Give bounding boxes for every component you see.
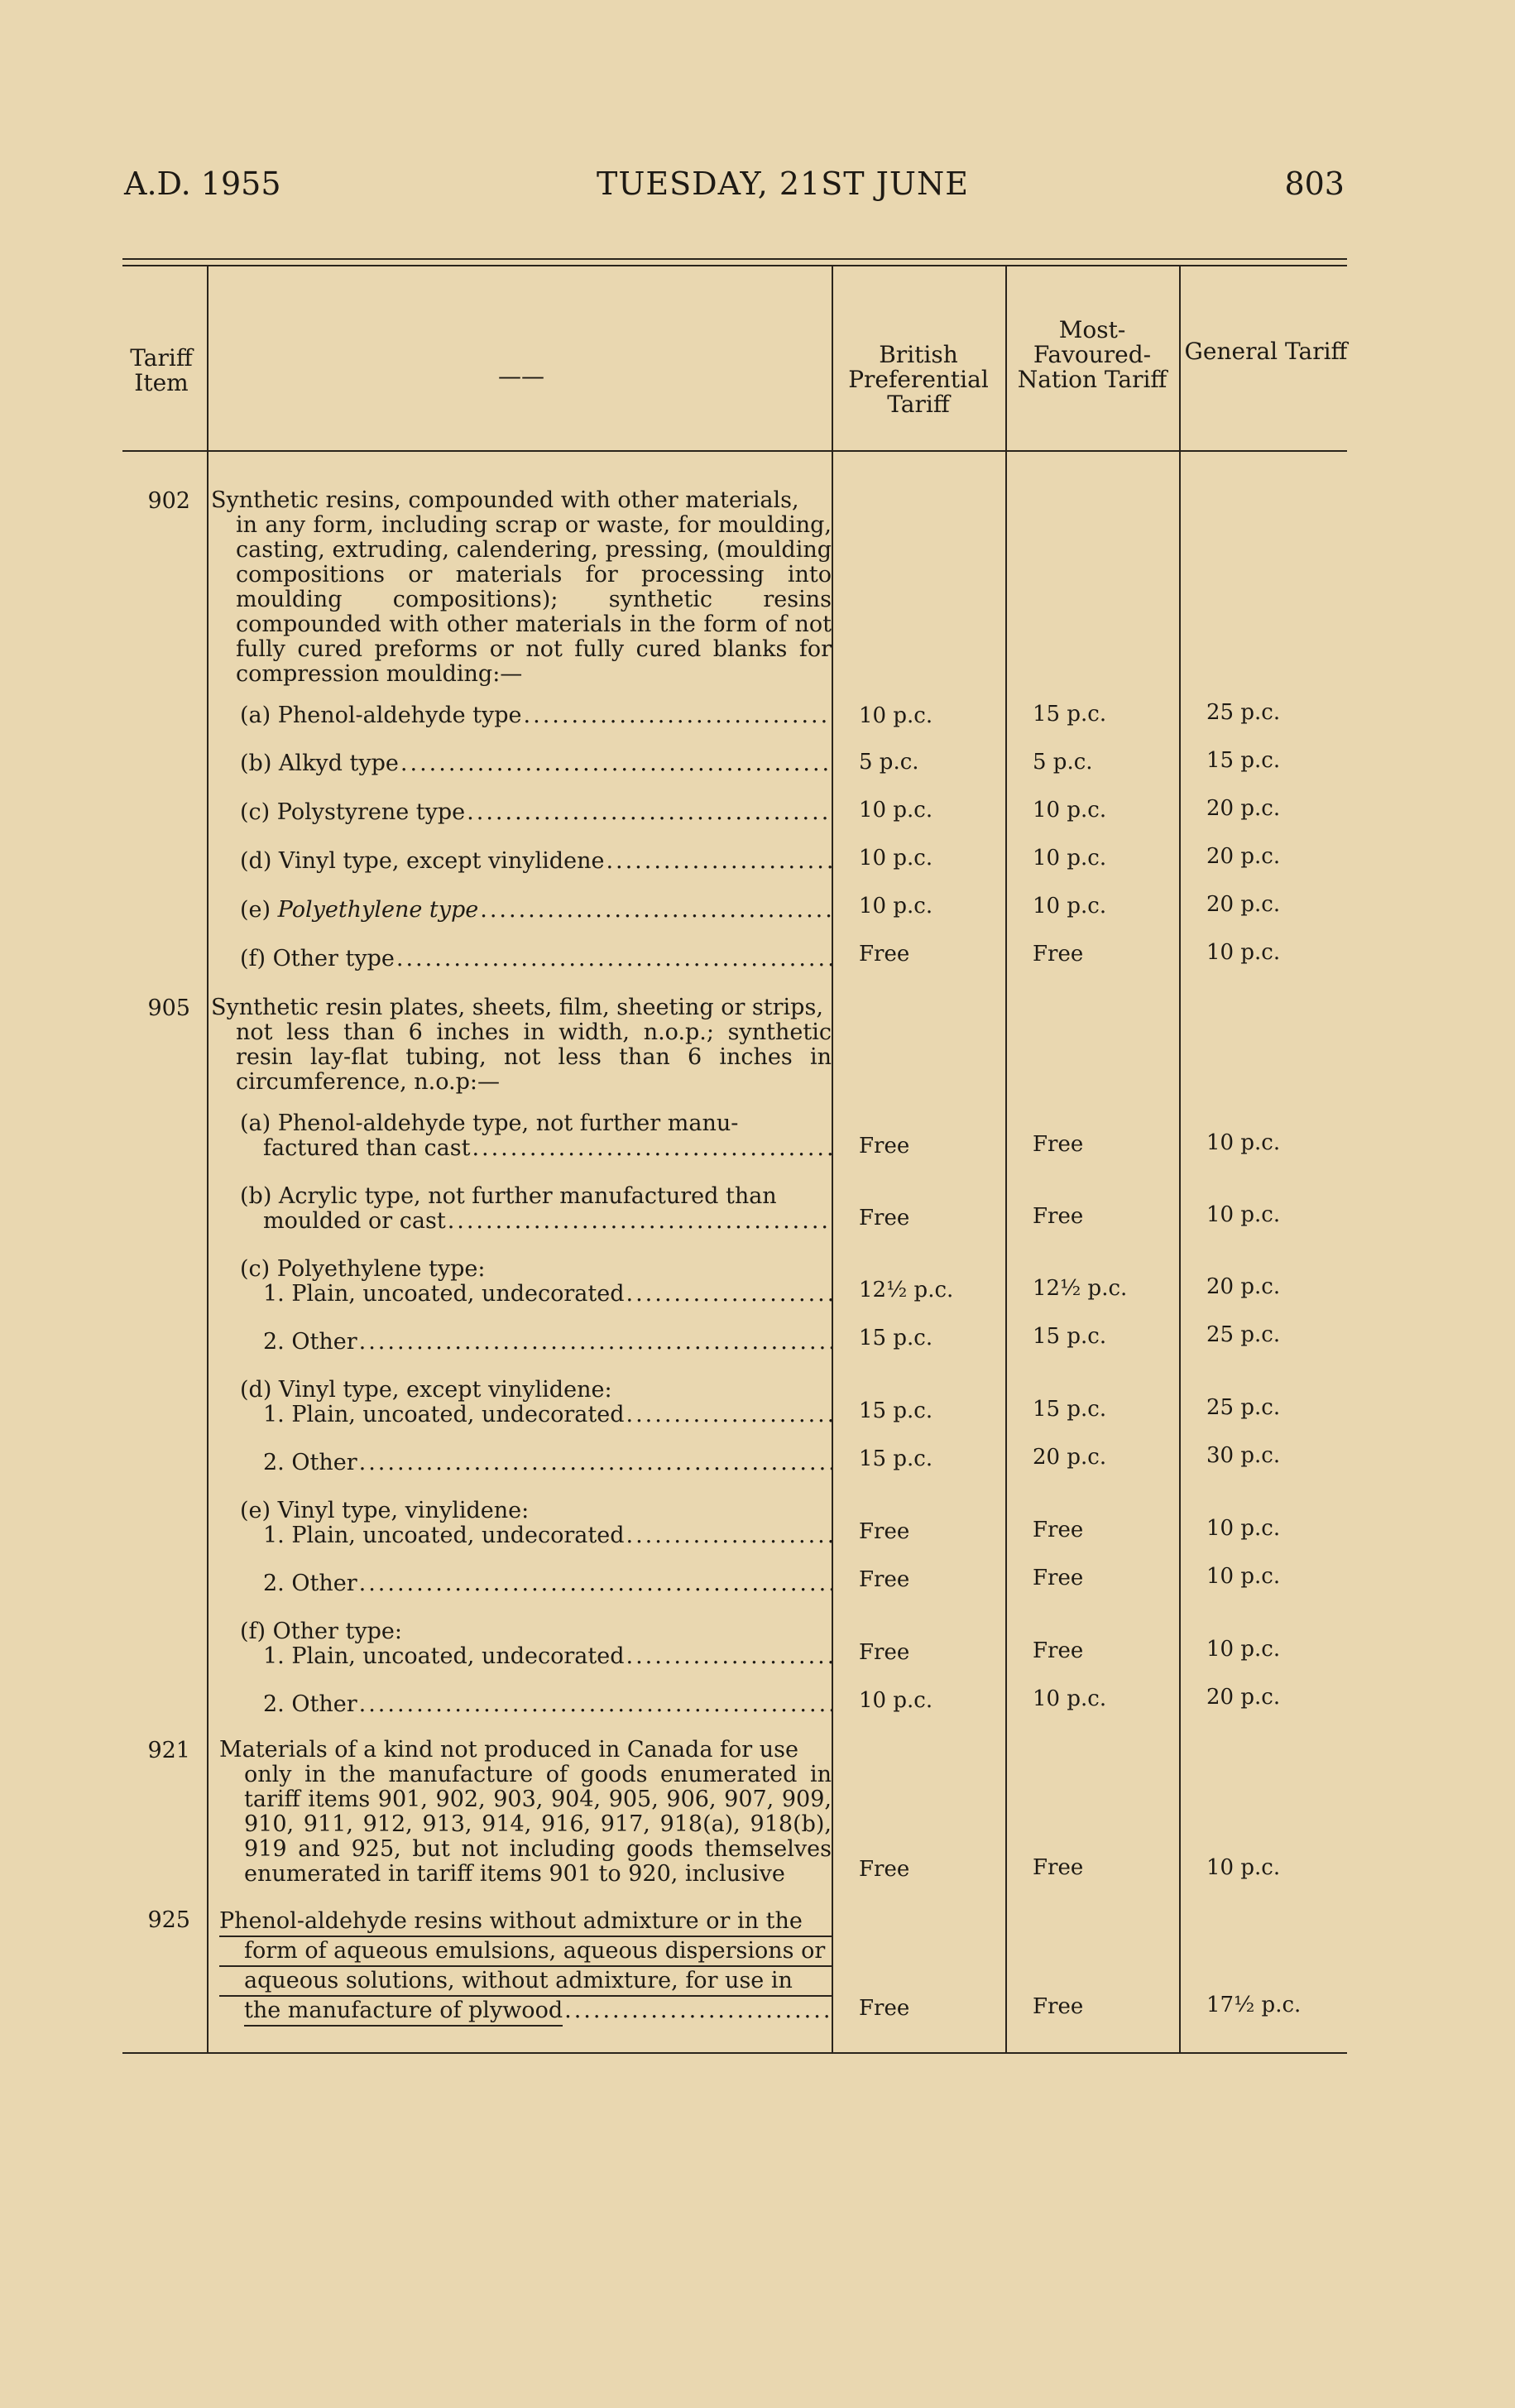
- subitem-row: [240, 849, 832, 874]
- subitem-row: [240, 1692, 832, 1717]
- mfn-rate: Free: [1033, 1638, 1084, 1663]
- bpt-rate: Free: [859, 1640, 910, 1665]
- bottom-rule: [122, 2052, 1347, 2054]
- mfn-rate: 10 p.c.: [1033, 846, 1107, 871]
- subitem-row: [240, 898, 832, 923]
- mfn-rate: Free: [1033, 1518, 1084, 1542]
- subitem-group: [240, 1499, 832, 1548]
- column-divider: [1179, 265, 1181, 2052]
- mfn-rate: Free: [1033, 942, 1084, 967]
- header-bottom-rule: [122, 450, 1347, 452]
- item-description: [219, 1907, 832, 2027]
- subitem-row: [240, 1184, 832, 1234]
- general-rate: 10 p.c.: [1206, 1130, 1281, 1155]
- subitem-heading: (f) Other type:: [240, 1619, 402, 1644]
- subitem-group: [240, 1619, 832, 1669]
- general-rate: 10 p.c.: [1206, 1202, 1281, 1227]
- subitem-label: 1. Plain, uncoated, undecorated: [263, 1281, 625, 1307]
- subitem-label: 1. Plain, uncoated, undecorated: [263, 1523, 625, 1548]
- column-divider: [207, 265, 209, 2052]
- top-rule: [122, 258, 1347, 260]
- description-line: aqueous solutions, without admixture, for use in: [219, 1967, 832, 1997]
- general-rate: 20 p.c.: [1206, 1685, 1281, 1710]
- subitem-row: [240, 1571, 832, 1596]
- date-title: TUESDAY, 21ST JUNE: [597, 165, 969, 202]
- subitem-heading: (e) Vinyl type, vinylidene:: [240, 1498, 530, 1523]
- bpt-rate: Free: [859, 1567, 910, 1592]
- bpt-rate: Free: [859, 942, 910, 967]
- general-rate: 10 p.c.: [1206, 1855, 1281, 1880]
- mfn-rate: 10 p.c.: [1033, 798, 1107, 823]
- mfn-rate: 15 p.c.: [1033, 1324, 1107, 1349]
- page-header: [124, 165, 1345, 215]
- subitem-label: (c) Polystyrene type: [240, 799, 466, 825]
- tariff-item-number: 902: [147, 488, 190, 514]
- subitem-label: (b) Alkyd type: [240, 751, 399, 776]
- subitem-label: (f) Other type: [240, 946, 395, 971]
- subitem-label-cont: factured than cast: [263, 1135, 471, 1161]
- bpt-rate: 10 p.c.: [859, 703, 933, 728]
- bpt-rate: 15 p.c.: [859, 1398, 933, 1423]
- subitem-label: (b) Acrylic type, not further manufactured than: [240, 1183, 777, 1209]
- bpt-rate: Free: [859, 1519, 910, 1544]
- col-tariff-item: Tariff Item: [130, 344, 193, 396]
- item-description: [211, 995, 832, 1095]
- year-label: A.D. 1955: [124, 165, 281, 202]
- general-rate: 10 p.c.: [1206, 1637, 1281, 1662]
- bpt-rate: 15 p.c.: [859, 1446, 933, 1471]
- description-line: Phenol-aldehyde resins without admixture or in the: [219, 1907, 832, 1937]
- item-description: [211, 488, 832, 687]
- mfn-rate: Free: [1033, 1566, 1084, 1590]
- subitem-label: 1. Plain, uncoated, undecorated: [263, 1643, 625, 1669]
- bpt-rate: Free: [859, 1134, 910, 1158]
- mfn-rate: 10 p.c.: [1033, 894, 1107, 919]
- subitem-label-italic: Polyethylene type: [277, 897, 479, 923]
- general-rate: 25 p.c.: [1206, 1322, 1281, 1347]
- bpt-rate: 15 p.c.: [859, 1326, 933, 1350]
- subitem-label: 2. Other: [263, 1329, 357, 1355]
- general-rate: 10 p.c.: [1206, 940, 1281, 965]
- subitem-label: (a) Phenol-aldehyde type, not further manu-: [240, 1110, 739, 1136]
- subitem-label: 2. Other: [263, 1571, 357, 1596]
- tariff-item-number: 921: [147, 1738, 190, 1763]
- description-body: in any form, including scrap or waste, for moulding, casting, extruding, calendering, pressing, (moulding compositions or materials for processing into moulding compositions); synthetic resins compounded with other materials in the form of not fully cured preforms or not fully cured blanks for compression moulding:—: [236, 512, 832, 687]
- description-body: not less than 6 inches in width, n.o.p.; synthetic resin lay-flat tubing, not less than 6 inches in circumference, n.o.p:—: [236, 1019, 832, 1095]
- mfn-rate: Free: [1033, 1994, 1084, 2019]
- mfn-rate: 10 p.c.: [1033, 1686, 1107, 1711]
- bpt-rate: 10 p.c.: [859, 1688, 933, 1713]
- tariff-item-number: 905: [147, 995, 190, 1021]
- subitem-group: [240, 1378, 832, 1427]
- tariff-item-number: 925: [147, 1907, 190, 1933]
- page-number: 803: [1284, 165, 1345, 202]
- subitem-row: [240, 800, 832, 825]
- col-general: General Tariff: [1184, 338, 1348, 365]
- subitem-row: [240, 1111, 832, 1161]
- mfn-rate: 15 p.c.: [1033, 1397, 1107, 1422]
- bpt-rate: 10 p.c.: [859, 894, 933, 919]
- description-line: Synthetic resin plates, sheets, film, sheeting or strips,: [211, 995, 823, 1020]
- description-line: the manufacture of plywood: [244, 1997, 563, 2027]
- subitem-label: 2. Other: [263, 1691, 357, 1717]
- column-divider: [832, 265, 833, 2052]
- description-line: Synthetic resins, compounded with other materials,: [211, 487, 799, 513]
- description-body: only in the manufacture of goods enumerated in tariff items 901, 902, 903, 904, 905, 906, 907, 909, 910, 911, 912, 913, 914, 916, 917, 918(a), 918(b), 919 and 925, but not including goods themselves enumerated in tariff items 901 to 920, inclusive: [244, 1762, 832, 1887]
- subitem-group: [240, 1257, 832, 1307]
- bpt-rate: 10 p.c.: [859, 798, 933, 823]
- column-divider: [1005, 265, 1007, 2052]
- general-rate: 15 p.c.: [1206, 748, 1281, 773]
- bpt-rate: Free: [859, 1206, 910, 1230]
- general-rate: 17½ p.c.: [1206, 1993, 1302, 2017]
- general-rate: 10 p.c.: [1206, 1516, 1281, 1541]
- mfn-rate: 5 p.c.: [1033, 750, 1093, 775]
- bpt-rate: 12½ p.c.: [859, 1278, 954, 1302]
- general-rate: 20 p.c.: [1206, 1274, 1281, 1299]
- subitem-label: (d) Vinyl type, except vinylidene: [240, 848, 605, 874]
- general-rate: 20 p.c.: [1206, 844, 1281, 869]
- bpt-rate: Free: [859, 1857, 910, 1882]
- subitem-label-cont: moulded or cast: [263, 1208, 446, 1234]
- subitem-heading: (c) Polyethylene type:: [240, 1256, 486, 1282]
- general-rate: 25 p.c.: [1206, 700, 1281, 725]
- description-line: Materials of a kind not produced in Canada for use: [219, 1737, 798, 1763]
- bpt-rate: 10 p.c.: [859, 846, 933, 871]
- general-rate: 20 p.c.: [1206, 892, 1281, 917]
- subitem-row: [240, 751, 832, 776]
- subitem-label: (e): [240, 897, 278, 923]
- mfn-rate: 15 p.c.: [1033, 702, 1107, 727]
- general-rate: 30 p.c.: [1206, 1443, 1281, 1468]
- subitem-label: 1. Plain, uncoated, undecorated: [263, 1402, 625, 1427]
- mfn-rate: Free: [1033, 1204, 1084, 1229]
- top-rule-2: [122, 265, 1347, 266]
- subitem-row: [240, 947, 832, 971]
- subitem-row: [240, 703, 832, 728]
- general-rate: 20 p.c.: [1206, 796, 1281, 821]
- general-rate: 25 p.c.: [1206, 1395, 1281, 1420]
- subitem-row: [240, 1330, 832, 1355]
- general-rate: 10 p.c.: [1206, 1564, 1281, 1589]
- subitem-label: 2. Other: [263, 1450, 357, 1475]
- description-line: form of aqueous emulsions, aqueous dispersions or: [219, 1937, 832, 1967]
- subitem-label: (a) Phenol-aldehyde type: [240, 703, 522, 728]
- subitem-heading: (d) Vinyl type, except vinylidene:: [240, 1377, 612, 1403]
- bpt-rate: Free: [859, 1996, 910, 2021]
- item-description: [219, 1738, 832, 1887]
- mfn-rate: Free: [1033, 1855, 1084, 1880]
- mfn-rate: Free: [1033, 1132, 1084, 1157]
- subitem-row: [240, 1451, 832, 1475]
- col-british-preferential: British Preferential Tariff: [848, 341, 989, 418]
- col-most-favoured-nation: Most-Favoured-Nation Tariff: [1017, 316, 1167, 393]
- mfn-rate: 12½ p.c.: [1033, 1276, 1128, 1301]
- bpt-rate: 5 p.c.: [859, 750, 919, 775]
- mfn-rate: 20 p.c.: [1033, 1445, 1107, 1470]
- col-description: ——: [498, 362, 544, 390]
